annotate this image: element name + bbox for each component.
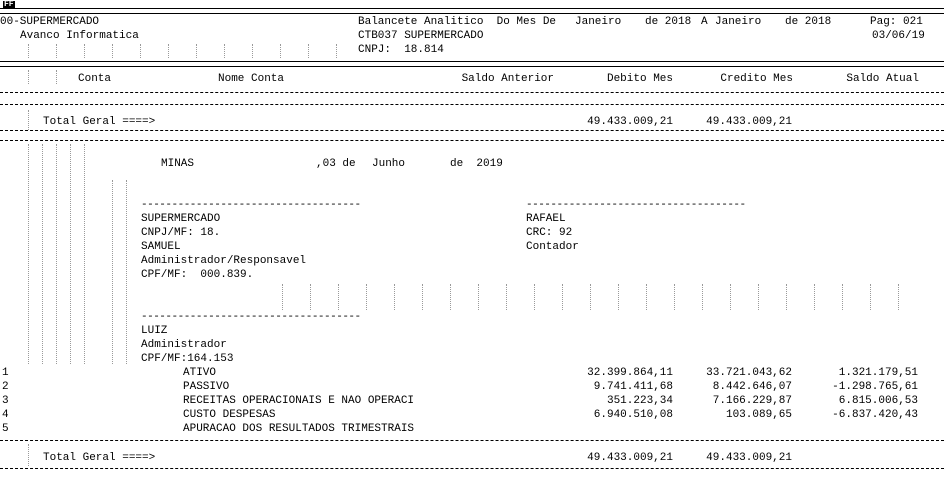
row-nome: PASSIVO — [183, 381, 230, 393]
columns-top-rule — [0, 61, 944, 67]
sig-admin-role: Administrador/Responsavel — [141, 255, 307, 267]
place-city: MINAS — [161, 158, 195, 170]
sig-admin-cnpj: CNPJ/MF: 18. — [141, 227, 221, 239]
guide-dots — [674, 284, 675, 310]
guide-dots — [112, 44, 113, 58]
guide-dots — [70, 144, 71, 364]
header-top-rule — [0, 8, 944, 14]
row-nome: CUSTO DESPESAS — [183, 409, 276, 421]
guide-dots — [338, 284, 339, 310]
row-nome: ATIVO — [183, 367, 217, 379]
guide-dots — [56, 70, 57, 84]
signature-line-admin2: ------------------------------------ — [141, 312, 361, 322]
guide-dots — [56, 144, 57, 364]
guide-dots — [28, 44, 29, 58]
sig-admin2-cpf: CPF/MF:164.153 — [141, 353, 234, 365]
row-saldo-atual: -1.298.765,61 — [832, 381, 918, 393]
row-saldo-anterior: 351.223,34 — [606, 395, 673, 407]
guide-dots — [28, 144, 29, 364]
guide-dots — [814, 284, 815, 310]
total-geral-label: Total Geral ====> — [43, 116, 156, 128]
total-geral-credito: 49.433.009,21 — [706, 116, 792, 128]
guide-dots — [112, 180, 113, 364]
total-top-rule — [0, 130, 944, 131]
sig-admin2-role: Administrador — [141, 339, 227, 351]
total-bottom-final-rule — [0, 468, 944, 469]
guide-dots — [126, 180, 127, 364]
place-year: de 2019 — [450, 158, 503, 170]
guide-dots — [450, 284, 451, 310]
total-geral-debito: 49.433.009,21 — [587, 116, 673, 128]
row-conta: 2 — [2, 381, 9, 393]
guide-dots — [870, 284, 871, 310]
guide-dots — [280, 44, 281, 58]
sig-admin-person: SAMUEL — [141, 241, 181, 253]
guide-dots — [730, 284, 731, 310]
sig-contador-crc: CRC: 92 — [526, 227, 573, 239]
guide-dots — [224, 44, 225, 58]
columns-bottom-rule — [0, 92, 944, 93]
guide-dots — [56, 44, 57, 58]
company-name: 00-SUPERMERCADO — [0, 16, 100, 28]
guide-dots — [310, 284, 311, 310]
guide-dots — [84, 44, 85, 58]
row-conta: 4 — [2, 409, 9, 421]
company-cnpj: CNPJ: 18.814 — [358, 44, 444, 56]
row-nome: RECEITAS OPERACIONAIS E NAO OPERACI — [183, 395, 415, 407]
guide-dots — [336, 44, 337, 58]
row-saldo-atual: -6.837.420,43 — [832, 409, 918, 421]
guide-dots — [422, 284, 423, 310]
guide-dots — [646, 284, 647, 310]
total-bottom-rule — [0, 140, 944, 141]
row-saldo-anterior: 6.940.510,08 — [593, 409, 673, 421]
guide-dots — [282, 284, 283, 310]
row-conta: 5 — [2, 423, 9, 435]
row-nome: APURACAO DOS RESULTADOS TRIMESTRAIS — [183, 423, 415, 435]
col-header-debito-mes: Debito Mes — [606, 73, 673, 85]
col-header-credito-mes: Credito Mes — [720, 73, 793, 85]
guide-dots — [506, 284, 507, 310]
guide-dots — [168, 44, 169, 58]
guide-dots — [140, 44, 141, 58]
guide-dots — [786, 284, 787, 310]
place-month: Junho — [372, 158, 406, 170]
sig-admin-cpf: CPF/MF: 000.839. — [141, 269, 254, 281]
report-title: Balancete Analitico Do Mes De — [358, 16, 557, 28]
signature-line-contador: ------------------------------------ — [526, 200, 746, 210]
row-conta: 3 — [2, 395, 9, 407]
col-header-saldo-atual: Saldo Atual — [846, 73, 919, 85]
sig-admin-company: SUPERMERCADO — [141, 213, 221, 225]
guide-dots — [590, 284, 591, 310]
report-to: A — [701, 16, 708, 28]
guide-dots — [394, 284, 395, 310]
guide-dots — [252, 44, 253, 58]
guide-dots — [308, 44, 309, 58]
row-saldo-atual: 6.815.006,53 — [838, 395, 918, 407]
report-year-to: de 2018 — [785, 16, 832, 28]
total-geral-credito-bottom: 49.433.009,21 — [706, 452, 792, 464]
guide-dots — [42, 144, 43, 364]
rows-bottom-rule — [0, 440, 944, 441]
form-feed-marker: FF — [4, 0, 14, 9]
guide-dots — [28, 110, 29, 130]
report-date: 03/06/19 — [872, 30, 925, 42]
guide-dots — [842, 284, 843, 310]
guide-dots — [84, 144, 85, 364]
software-name: Avanco Informatica — [20, 30, 139, 42]
guide-dots — [898, 284, 899, 310]
row-debito: 33.721.043,62 — [706, 367, 792, 379]
sig-contador-name: RAFAEL — [526, 213, 566, 225]
total-geral-debito-bottom: 49.433.009,21 — [587, 452, 673, 464]
guide-dots — [28, 444, 29, 466]
total-geral-label-bottom: Total Geral ====> — [43, 452, 156, 464]
guide-dots — [618, 284, 619, 310]
guide-dots — [758, 284, 759, 310]
row-debito: 103.089,65 — [725, 409, 792, 421]
row-saldo-atual: 1.321.179,51 — [838, 367, 918, 379]
guide-dots — [366, 284, 367, 310]
section-rule — [0, 104, 944, 105]
report-code: CTB037 SUPERMERCADO — [358, 30, 484, 42]
col-header-nome-conta: Nome Conta — [218, 73, 285, 85]
col-header-conta: Conta — [78, 73, 112, 85]
sig-admin2-name: LUIZ — [141, 325, 168, 337]
guide-dots — [478, 284, 479, 310]
guide-dots — [702, 284, 703, 310]
signature-line-admin: ------------------------------------ — [141, 200, 361, 210]
row-debito: 8.442.646,07 — [712, 381, 792, 393]
guide-dots — [28, 70, 29, 84]
report-year-from: de 2018 — [645, 16, 692, 28]
guide-dots — [534, 284, 535, 310]
row-saldo-anterior: 9.741.411,68 — [593, 381, 673, 393]
page-number: Pag: 021 — [870, 16, 923, 28]
report-month-from: Janeiro — [575, 16, 622, 28]
col-header-saldo-anterior: Saldo Anterior — [461, 73, 554, 85]
place-day: ,03 de — [316, 158, 356, 170]
sig-contador-role: Contador — [526, 241, 579, 253]
row-saldo-anterior: 32.399.864,11 — [587, 367, 673, 379]
row-conta: 1 — [2, 367, 9, 379]
guide-dots — [196, 44, 197, 58]
report-month-to: Janeiro — [715, 16, 762, 28]
row-debito: 7.166.229,87 — [712, 395, 792, 407]
guide-dots — [562, 284, 563, 310]
